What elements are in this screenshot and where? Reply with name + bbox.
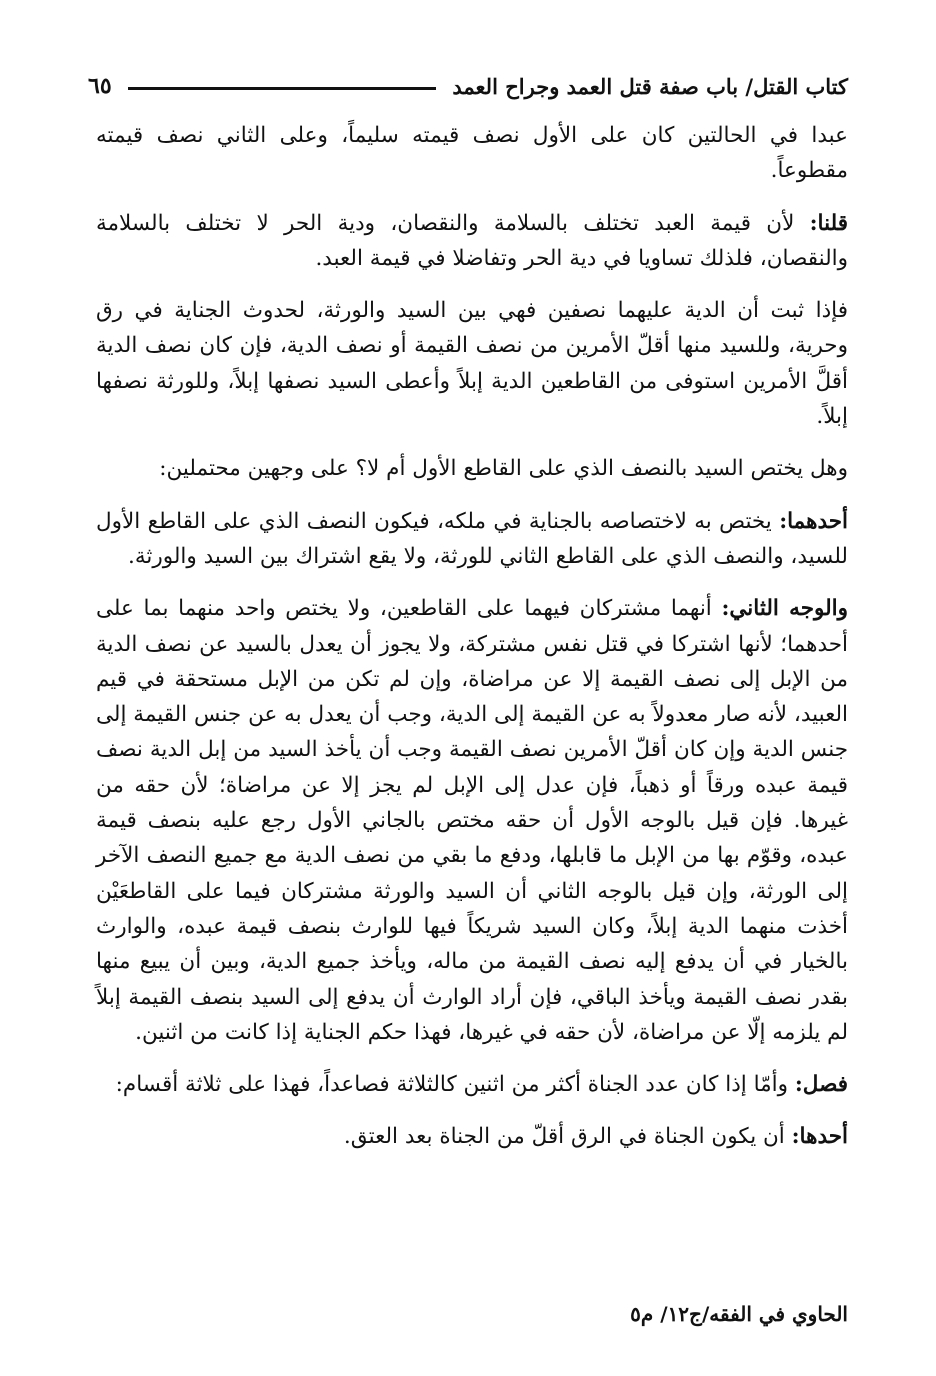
paragraph: عبدا في الحالتين كان على الأول نصف قيمته سليماً، وعلى الثاني نصف قيمته مقطوعاً.	[96, 123, 848, 184]
paragraph: فإذا ثبت أن الدية عليهما نصفين فهي بين السيد والورثة، لحدوث الجناية في رق وحرية، وللسيد منها أقلّ الأمرين من نصف القيمة أو نصف الدية، فإن كان نصف الدية أقلَّ الأمرين استوفى من القاطعين الدية إبلاً وأعطى السيد نصفها إبلاً، وللورثة نصفها إبلاً.	[96, 298, 848, 430]
footer-signature: الحاوي في الفقه/ج١٢/ م٥	[630, 1302, 848, 1326]
paragraph: أحدها: أن يكون الجناة في الرق أقلّ من الجناة بعد العتق.	[343, 1124, 848, 1150]
running-header	[88, 66, 848, 106]
paragraph: أحدهما: يختص به لاختصاصه بالجناية في ملكه، فيكون النصف الذي على القاطع الأول للسيد، والنصف الذي على القاطع الثاني للورثة، ولا يقع اشتراك بين السيد والورثة.	[96, 508, 848, 569]
paragraph: فصل: وأمّا إذا كان عدد الجناة أكثر من اثنين كالثلاثة فصاعداً، فهذا على ثلاثة أقسام:	[115, 1072, 848, 1098]
page-number: ٦٥	[88, 73, 112, 99]
paragraph: وهل يختص السيد بالنصف الذي على القاطع الأول أم لا؟ على وجهين محتملين:	[159, 456, 848, 482]
paragraph: قلنا: لأن قيمة العبد تختلف بالسلامة والنقصان، ودية الحر لا تختلف بالسلامة والنقصان، فلذلك تساويا في دية الحر وتفاضلا في قيمة العبد.	[96, 210, 848, 271]
body-text	[96, 118, 848, 1172]
chapter-title: كتاب القتل/ باب صفة قتل العمد وجراح العمد	[452, 73, 848, 99]
paragraph: والوجه الثاني: أنهما مشتركان فيهما على القاطعين، ولا يختص واحد منهما بما على أحدهما؛ لأنها اشتركا في قتل نفس مشتركة، ولا يجوز أن يعدل بالسيد عن نصف الدية من الإبل إلى نصف القيمة إلا عن مراضاة، وإن لم تكن من الإبل مستحقة في قيم العبيد، لأنه صار معدولاً به عن القيمة إلى الدية، وجب أن يعدل به عن جنس القيمة إلى جنس الدية وإن كان أقلّ الأمرين نصف القيمة وجب أن يأخذ السيد من إبل الدية نصف قيمة عبده ورقاً أو ذهباً، فإن عدل إلى الإبل لم يجز إلا عن مراضاة؛ لأن حقه من غيرها. فإن قيل بالوجه الأول أن حقه مختص بالجاني الأول رجع عليه بنصف قيمة عبده، وقوّم بها من الإبل ما قابلها، ودفع ما بقي من نصف الدية مع جميع النصف الآخر إلى الورثة، وإن قيل بالوجه الثاني أن السيد والورثة مشتركان فيما على القاطعَيْن أخذت منهما الدية إبلاً، وكان السيد شريكاً فيها للوارث بنصف قيمة عبده، والوارث بالخيار في أن يدفع إليه نصف القيمة من ماله، ويأخذ جميع الدية، وبين أن يبيع منها بقدر نصف القيمة ويأخذ الباقي، فإن أراد الوارث أن يدفع إلى السيد بنصف القيمة إبلاً لم يلزمه إلّا عن مراضاة، لأن حقه في غيرها، فهذا حكم الجناية إذا كانت من اثنين.	[96, 596, 848, 1045]
header-rule	[128, 87, 437, 90]
